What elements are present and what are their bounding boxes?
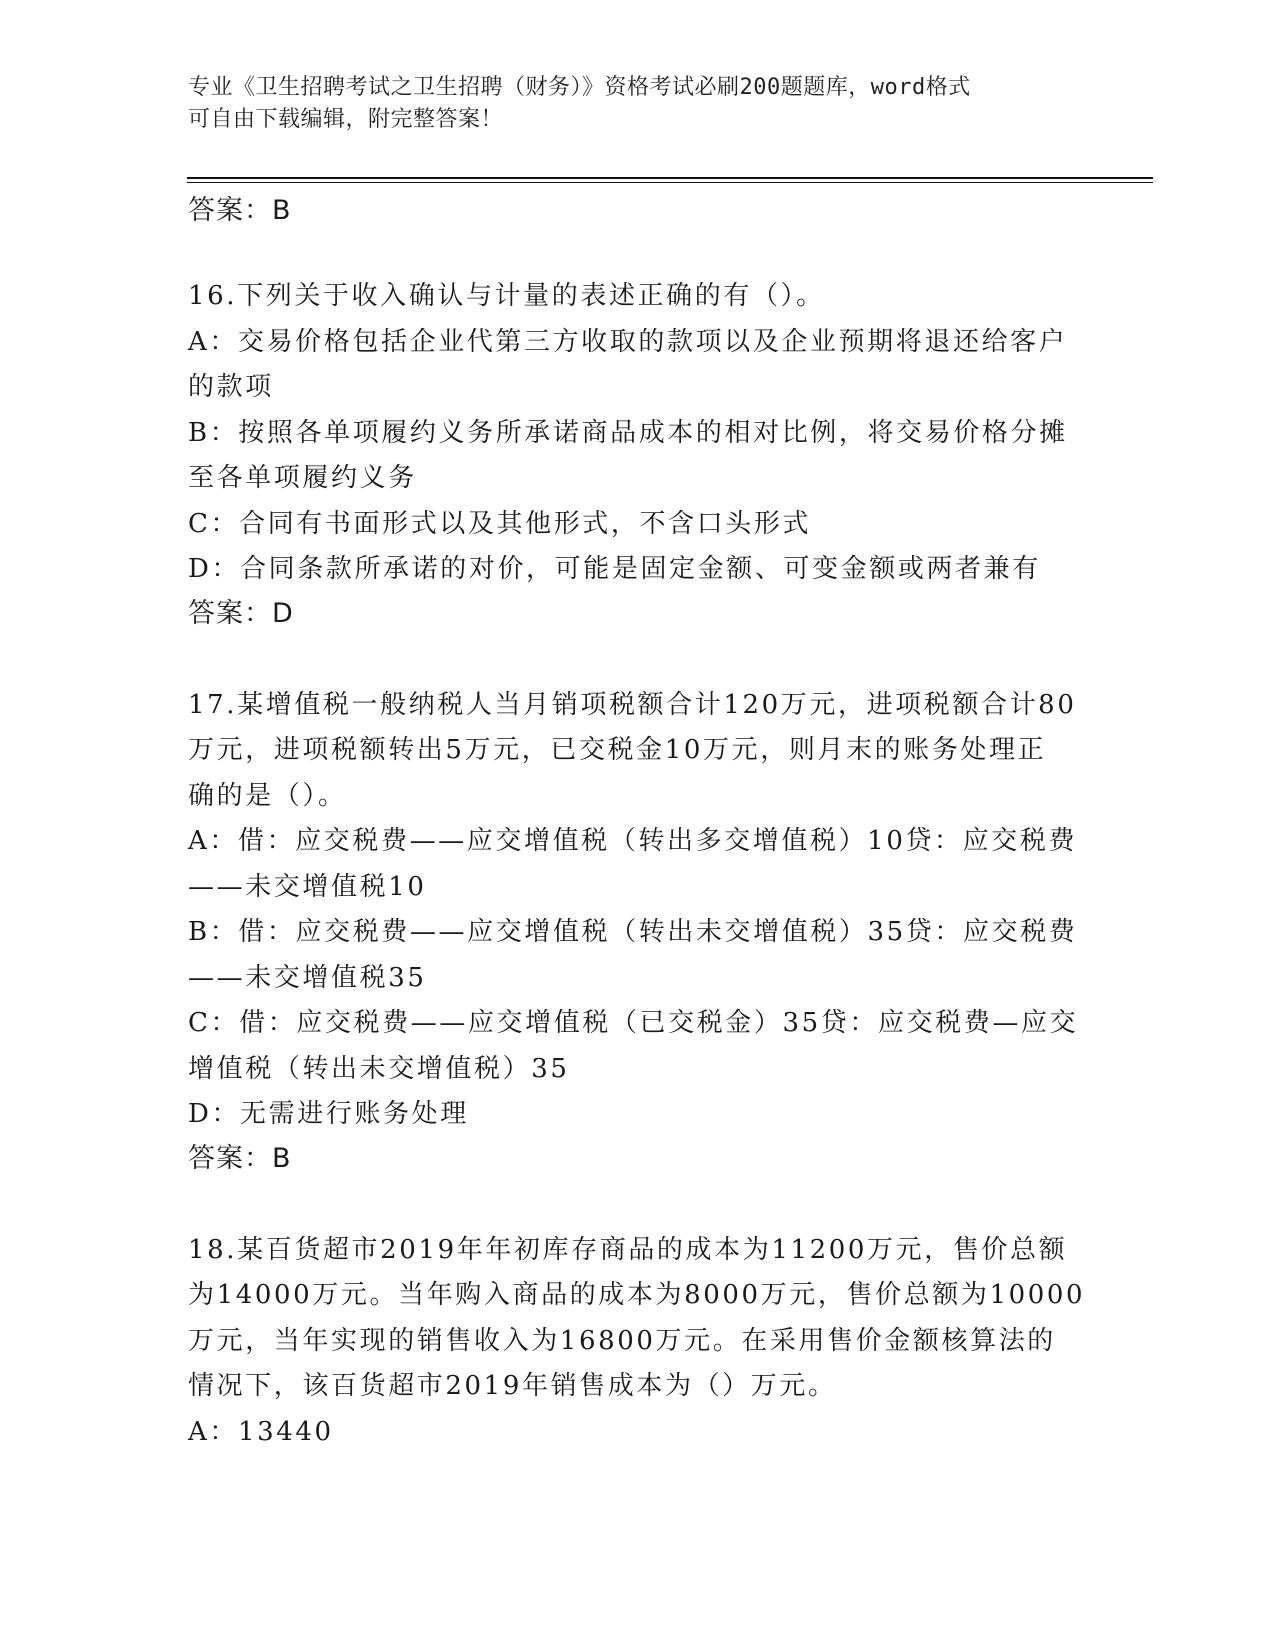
option-b-line: B：借：应交税费——应交增值税（转出未交增值税）35贷：应交税费 (188, 917, 1078, 947)
option-b-line: 至各单项履约义务 (188, 463, 417, 493)
question-answer: 答案：D (188, 597, 294, 629)
option-d-line: D：合同条款所承诺的对价，可能是固定金额、可变金额或两者兼有 (188, 554, 1041, 584)
option-c-line: C：合同有书面形式以及其他形式，不含口头形式 (188, 508, 812, 539)
option-a-line: A：13440 (188, 1416, 334, 1447)
header-line-1: 专业《卫生招聘考试之卫生招聘（财务）》资格考试必刷200题题库，word格式 (188, 75, 971, 100)
option-a-line: A：借：应交税费——应交增值税（转出多交增值税）10贷：应交税费 (188, 826, 1078, 856)
header-line-2: 可自由下载编辑，附完整答案！ (188, 107, 504, 132)
document-header (188, 72, 1068, 136)
question-stem-line: 17.某增值税一般纳税人当月销项税额合计120万元，进项税额合计80 (188, 689, 1077, 720)
question-stem-line: 16.下列关于收入确认与计量的表述正确的有（）。 (188, 281, 825, 311)
question-spacer (188, 1180, 1088, 1228)
question-stem-line: 万元，当年实现的销售收入为16800万元。在采用售价金额核算法的 (188, 1325, 1056, 1356)
question-stem-line: 万元，进项税额转出5万元，已交税金10万元，则月末的账务处理正 (188, 735, 1047, 765)
option-b-line: ——未交增值税35 (188, 962, 427, 993)
previous-answer: 答案：B (188, 195, 292, 226)
option-d-line: D：无需进行账务处理 (188, 1099, 469, 1129)
question-stem-line: 18.某百货超市2019年年初库存商品的成本为11200万元，售价总额 (188, 1234, 1068, 1265)
question-stem-line: 情况下，该百货超市2019年销售成本为（）万元。 (188, 1371, 837, 1401)
question-stem-line: 为14000万元。当年购入商品的成本为8000万元，售价总额为10000 (188, 1280, 1086, 1310)
option-c-line: C：借：应交税费——应交增值税（已交税金）35贷：应交税费—应交 (188, 1008, 1079, 1038)
header-divider-thin (187, 182, 1153, 183)
option-a-line: ——未交增值税10 (188, 871, 427, 902)
option-a-line: A：交易价格包括企业代第三方收取的款项以及企业预期将退还给客户 (188, 326, 1068, 357)
header-divider-thick (187, 177, 1153, 179)
question-spacer (188, 635, 1088, 683)
option-c-line: 增值税（转出未交增值税）35 (188, 1053, 570, 1084)
option-b-line: B：按照各单项履约义务所承诺商品成本的相对比例，将交易价格分摊 (188, 417, 1068, 448)
question-18 (188, 1228, 1088, 1456)
option-a-line: 的款项 (188, 372, 274, 402)
question-stem-line: 确的是（）。 (188, 780, 347, 811)
question-16 (188, 274, 1088, 635)
question-answer: 答案：B (188, 1142, 292, 1174)
question-17 (188, 683, 1088, 1180)
document-body (188, 190, 1088, 1455)
